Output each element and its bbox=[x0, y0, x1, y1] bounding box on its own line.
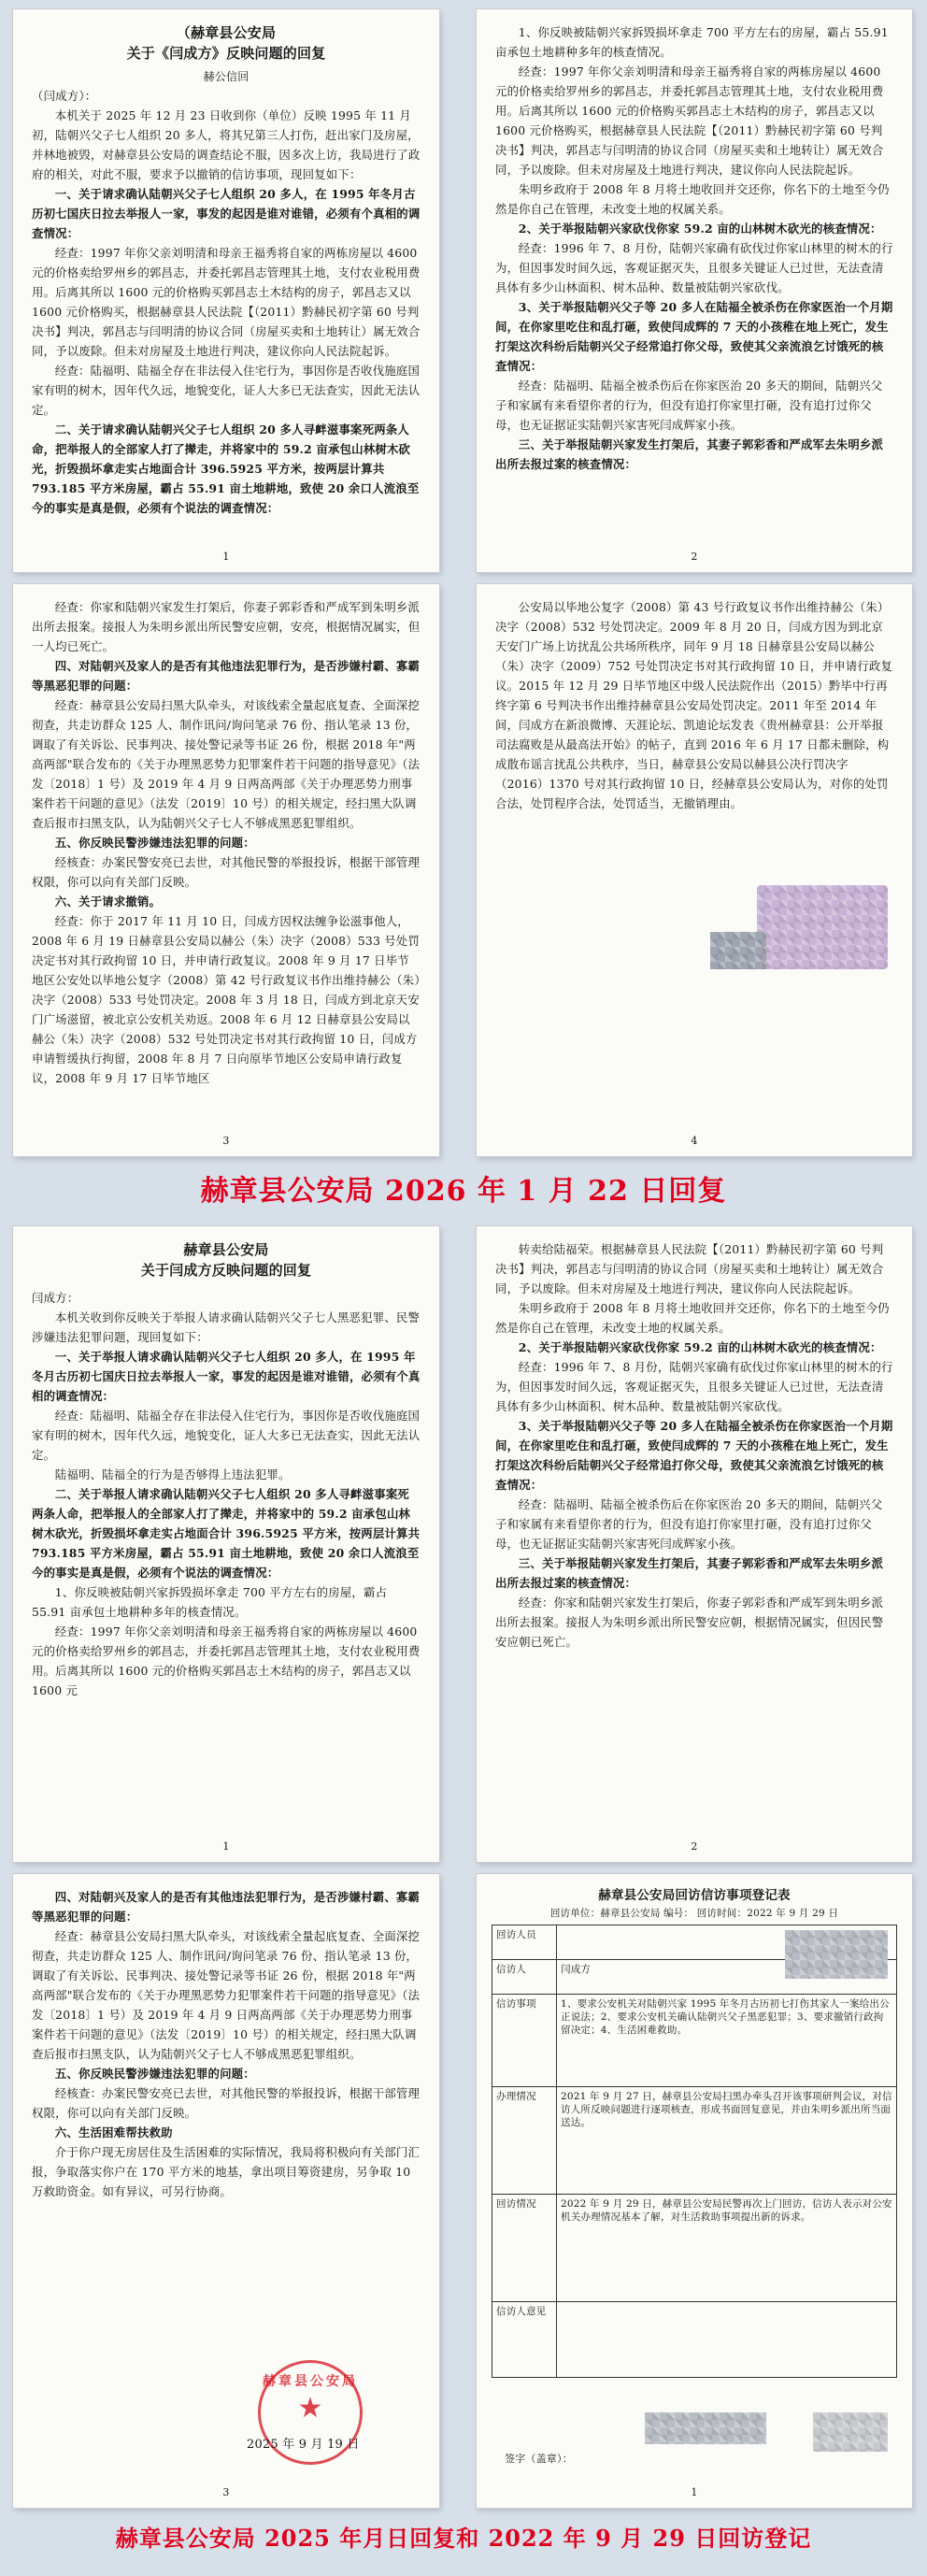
document-page-top-right-4 bbox=[477, 584, 912, 1156]
document-title: 关于闫成方反映问题的回复 bbox=[140, 1262, 312, 1279]
table-row bbox=[492, 2302, 897, 2378]
paragraph: 经查：陆福明、陆福全存在非法侵入住宅行为，事因你是否收伐施庭国家有明的树木，因年代久远，地貌变化，证人大多已无法查实，因此无法认定。 bbox=[32, 364, 421, 417]
paragraph: 朱明乡政府于 2008 年 8 月将土地收回并交还你，你名下的土地至今仍然是你自己在管理，未改变土地的权属关系。 bbox=[495, 182, 890, 216]
caption-reply-2026: 赫章县公安局 2026 年 1 月 22 日回复 bbox=[200, 1175, 727, 1208]
document-page-bottom-left-3 bbox=[13, 1874, 439, 2508]
paragraph: 经查：1996 年 7、8 月份，陆朝兴家确有砍伐过你家山林里的树木的行为，但因事发时间久远，客观证据灭失，且很多关键证人已过世，无法查清具体有多少山林面积、树木品种、数量被陆朝兴家砍伐。 bbox=[495, 1360, 893, 1413]
page-number: 4 bbox=[691, 1135, 698, 1147]
table-row bbox=[492, 2087, 897, 2195]
paragraph: 经查：1996 年 7、8 月份，陆朝兴家确有砍伐过你家山林里的树木的行为，但因事发时间久远，客观证据灭失，且很多关键证人已过世，无法查清具体有多少山林面积、树木品种、数量被陆朝兴家砍伐。 bbox=[495, 241, 893, 294]
form-title: 赫章县公安局回访信访事项登记表 bbox=[598, 1888, 791, 1903]
blurred-redaction bbox=[645, 2412, 766, 2444]
paragraph: 陆福明、陆福全的行为是否够得上违法犯罪。 bbox=[54, 1467, 291, 1481]
page-number: 1 bbox=[691, 2486, 698, 2498]
document-date: 2025 年 9 月 19 日 bbox=[247, 2438, 360, 2452]
paragraph-heading: 六、关于请求撤销。 bbox=[54, 894, 162, 909]
table-cell: 信访人意见 bbox=[492, 2302, 557, 2378]
document-page-top-left-3 bbox=[13, 584, 439, 1156]
paragraph-heading: 四、对陆朝兴及家人的是否有其他违法犯罪行为，是否涉嫌村霸、寡霸等黑恶犯罪的问题： bbox=[32, 659, 421, 693]
paragraph: 经查：1997 年你父亲刘明清和母亲王福秀将自家的两栋房屋以 4600 元的价格卖给罗州乡的郭昌志，并委托郭昌志管理其土地，支付农业税用费用。后离其所以 1600 元的价格购买郭昌志土木结构的房子，郭昌志又以 1600 元价格购买，根据赫章县人民法院【（2011）黔赫民初字第 60 号判决书】判决，郭昌志与闫明清的协议合同（房屋买卖和土地转让）属无效合同，予以废除。但未对房屋及土地进行判决，建议你向人民法院起诉。 bbox=[32, 246, 421, 358]
paragraph-heading: 五、你反映民警涉嫌违法犯罪的问题： bbox=[54, 836, 255, 850]
page-number: 1 bbox=[222, 551, 230, 563]
page-number: 1 bbox=[222, 1840, 230, 1853]
star-icon: ★ bbox=[297, 2392, 323, 2425]
paragraph-heading: 2、关于举报陆朝兴家砍伐你家 59.2 亩的山林树木砍光的核查情况： bbox=[518, 1340, 882, 1354]
document-title: 关于《闫成方》反映问题的回复 bbox=[126, 45, 326, 62]
table-cell: 2022 年 9 月 29 日，赫章县公安局民警再次上门回访，信访人表示对公安机关办理情况基本了解，对生活救助事项提出新的诉求。 bbox=[557, 2195, 897, 2302]
paragraph-heading: 一、关于请求确认陆朝兴父子七人组织 20 多人，在 1995 年冬月古历初七国庆日拉去举报人一家，事发的起因是谁对谁错，必须有个真相的调查情况： bbox=[32, 187, 421, 240]
blurred-redaction bbox=[813, 2412, 888, 2452]
page-number: 3 bbox=[222, 2486, 230, 2498]
visit-form-table bbox=[492, 1925, 897, 2378]
signature-label: 签字（盖章）： bbox=[505, 2453, 573, 2465]
paragraph: 经查：你家和陆朝兴家发生打架后，你妻子郭彩香和严成军到朱明乡派出所去报案。接报人为朱明乡派出所民警安应朝，根据情况属实，但因民警安应朝已死亡。 bbox=[495, 1596, 884, 1649]
table-cell: 回访人员 bbox=[492, 1925, 557, 1960]
paragraph: 经查：你于 2017 年 11 月 10 日，闫成方因权法缠争讼滋事他人，2008 年 6 月 19 日赫章县公安局以赫公（朱）决字（2008）533 号处罚决定书对其行政拘留 10 日，并申请行政复议。2008 年 9 月 17 日毕节地区公安处以毕地公复字（2008）第 42 号行政复议书作出维持赫公（朱）决字（2008）533 号处罚决定。2008 年 3 月 18 日，闫成方到北京天安门广场滋留，被北京公安机关劝返。2008 年 6 月 12 日赫章县公安局以赫公（朱）决字（2008）532 号处罚决定书对其行政拘留 10 日，闫成方申请暂缓执行拘留，2008 年 8 月 7 日向原毕节地区公安局申请行政复议，2008 年 9 月 17 日毕节地区 bbox=[32, 914, 421, 1085]
addressee: 闫成方： bbox=[32, 1291, 79, 1305]
seal-text: 赫章县公安局 bbox=[263, 2374, 358, 2389]
paragraph-heading: 3、关于举报陆朝兴父子等 20 多人在陆福全被杀伤在你家医治一个月期间，在你家里吃住和乱打砸，致使闫成辉的 7 天的小孩稚在地上死亡，发生打架这次科纷后陆朝兴父子经常追打你父母，致使其父亲流浪乞讨饿死的核查情况： bbox=[495, 1419, 893, 1492]
table-cell bbox=[557, 2302, 897, 2378]
document-page-middle-left-1 bbox=[13, 1226, 439, 1862]
table-cell: 信访事项 bbox=[492, 1995, 557, 2087]
table-cell: 信访人 bbox=[492, 1960, 557, 1995]
paragraph-heading: 3、关于举报陆朝兴父子等 20 多人在陆福全被杀伤在你家医治一个月期间，在你家里吃住和乱打砸，致使闫成辉的 7 天的小孩稚在地上死亡，发生打架这次科纷后陆朝兴父子经常追打你父母，致使其父亲流浪乞讨饿死的核查情况： bbox=[495, 300, 893, 373]
paragraph: 本机关于 2025 年 12 月 23 日收到你（单位）反映 1995 年 11 月初，陆朝兴父子七人组织 20 多人，将其兄第三人打伤，赶出家门及房屋，并林地被毁，对赫章县公安局的调查结论不服，因多次上访，我局进行了政府的相关，对此不服，要求予以撤销的信访事项，现回复如下： bbox=[32, 108, 421, 181]
paragraph: 转卖给陆福荣。根据赫章县人民法院【（2011）黔赫民初字第 60 号判决书】判决，郭昌志与闫明清的协议合同（房屋买卖和土地转让）属无效合同，予以废除。但未对房屋及土地进行判决，建议你向人民法院起诉。 bbox=[495, 1242, 884, 1295]
paragraph: 经查：赫章县公安局扫黑大队牵头，对该线索全量起底复查、全面深挖彻查，共走访群众 125 人、制作讯问/询问笔录 76 份、指认笔录 13 份，调取了有关诉讼、民事判决、接处警记录等书证 26 份，根据 2018 年"两高两部"联合发布的《关于办理黑恶势力犯罪案件若干问题的指导意见》（法发〔2018〕1 号）及 2019 年 4 月 9 日两高两部《关于办理恶势力刑事案件若干问题的意见》（法发〔2019〕10 号）的相关规定，经扫黑大队调查后报市扫黑支队，认为陆朝兴父子七人不够成黑恶犯罪组织。 bbox=[32, 698, 421, 830]
table-cell: 闫成方 bbox=[557, 1960, 897, 1995]
paragraph: 经查：陆福明、陆福全被杀伤后在你家医治 20 多天的期间，陆朝兴父子和家属有来看望你者的行为，但没有追打你家里打砸，没有追打过你父母，也无证据证实陆朝兴家害死闫成辉家小孩。 bbox=[495, 1497, 883, 1551]
paragraph: 经查：你家和陆朝兴家发生打架后，你妻子郭彩香和严成军到朱明乡派出所去报案。接报人为朱明乡派出所民警安应朝，安亮，根据情况属实，但一人均已死亡。 bbox=[32, 600, 421, 653]
paragraph-heading: 三、关于举报陆朝兴家发生打架后，其妻子郭彩香和严成军去朱明乡派出所去报过案的核查情况： bbox=[495, 1556, 884, 1590]
table-cell: 回访情况 bbox=[492, 2195, 557, 2302]
paragraph-heading: 2、关于举报陆朝兴家砍伐你家 59.2 亩的山林树木砍光的核查情况： bbox=[518, 222, 882, 236]
document-page-middle-right-2 bbox=[477, 1226, 912, 1862]
document-page-top-right-2 bbox=[477, 9, 912, 572]
paragraph: 公安局以毕地公复字（2008）第 43 号行政复议书作出维持赫公（朱）决字（2008）532 号处罚决定。2009 年 8 月 20 日，闫成方因为到北京天安门广场上访扰乱公共场所秩序，同年 9 月 18 日赫章县公安局以赫公（朱）决字（2009）752 号处罚决定书对其行政拘留 10 日，并申请行政复议。2015 年 12 月 29 日毕节地区中级人民法院作出（2015）黔毕中行再终字第 6 号判决书作出维持赫章县公安局处罚决定。2011 年至 2014 年间，闫成方在新浪微博、天涯论坛、凯迪论坛发表《贵州赫章县：公开举报司法腐败是从最高法开始》的帖子，直到 2016 年 6 月 17 日都未删除，构成散布谣言扰乱公共秩序，当日，赫章县公安局以赫县公决行罚决字（2016）1370 号对其行政拘留 10 日，经赫章县公安局认为，对你的处罚合法，处罚程序合法，处罚适当，无撤销理由。 bbox=[495, 600, 893, 810]
table-row bbox=[492, 1995, 897, 2087]
paragraph: 经核查：办案民警安亮已去世，对其他民警的举报投诉，根据干部管理权限，你可以向有关部门反映。 bbox=[32, 2086, 421, 2120]
document-page-top-left-1 bbox=[13, 9, 439, 572]
table-cell: 办理情况 bbox=[492, 2087, 557, 2195]
paragraph: 1、你反映被陆朝兴家拆毁损坏拿走 700 平方左右的房屋，霸占 55.91 亩承包土地耕种多年的核查情况。 bbox=[32, 1585, 388, 1619]
paragraph: 介于你户现无房居住及生活困难的实际情况，我局将积极向有关部门汇报，争取落实你户在 170 平方米的地基，拿出项目筹资建房，另争取 10 万救助资金。如有异议，可另行协商。 bbox=[32, 2145, 421, 2198]
paragraph: 经查：赫章县公安局扫黑大队牵头，对该线索全量起底复查、全面深挖彻查，共走访群众 125 人、制作讯问/询问笔录 76 份、指认笔录 13 份，调取了有关诉讼、民事判决、接处警记录等书证 26 份，根据 2018 年"两高两部"联合发布的《关于办理黑恶势力犯罪案件若干问题的指导意见》（法发〔2018〕1 号）及 2019 年 4 月 9 日两高两部《关于办理恶势力刑事案件若干问题的意见》（法发〔2019〕10 号）的相关规定，经扫黑大队调查后报市扫黑支队，认为陆朝兴父子七人不够成黑恶犯罪组织。 bbox=[32, 1929, 421, 2061]
page-number: 2 bbox=[691, 551, 698, 563]
paragraph: 经查：1997 年你父亲刘明清和母亲王福秀将自家的两栋房屋以 4600 元的价格卖给罗州乡的郭昌志，并委托郭昌志管理其土地，支付农业税用费用。后离其所以 1600 元的价格购买郭昌志土木结构的房子，郭昌志又以 1600 元价格购买，根据赫章县人民法院【（2011）黔赫民初字第 60 号判决书】判决，郭昌志与闫明清的协议合同（房屋买卖和土地转让）属无效合同，予以废除。但未对房屋及土地进行判决，建议你向人民法院起诉。 bbox=[495, 64, 884, 177]
document-page-visit-form bbox=[477, 1874, 912, 2508]
document-org-title: （赫章县公安局 bbox=[176, 24, 277, 41]
document-org-title: 赫章县公安局 bbox=[183, 1241, 269, 1258]
paragraph-heading: 五、你反映民警涉嫌违法犯罪的问题： bbox=[54, 2067, 255, 2081]
form-subtitle: 回访单位：赫章县公安局 编号： 回访时间：2022 年 9 月 29 日 bbox=[549, 1908, 839, 1919]
blurred-redaction bbox=[785, 1930, 888, 1979]
paragraph-heading: 四、对陆朝兴及家人的是否有其他违法犯罪行为，是否涉嫌村霸、寡霸等黑恶犯罪的问题： bbox=[32, 1890, 421, 1924]
paragraph: 经查：1997 年你父亲刘明清和母亲王福秀将自家的两栋房屋以 4600 元的价格卖给罗州乡的郭昌志，并委托郭昌志管理其土地，支付农业税用费用。后离其所以 1600 元的价格购买郭昌志土木结构的房子，郭昌志又以 1600 元 bbox=[32, 1624, 421, 1697]
paragraph: 经核查：办案民警安亮已去世，对其他民警的举报投诉，根据干部管理权限，你可以向有关部门反映。 bbox=[32, 855, 421, 889]
paragraph-heading: 三、关于举报陆朝兴家发生打架后，其妻子郭彩香和严成军去朱明乡派出所去报过案的核查情况： bbox=[495, 437, 884, 471]
paragraph: 本机关收到你反映关于举报人请求确认陆朝兴父子七人黑恶犯罪、民警涉嫌违法犯罪问题，现回复如下： bbox=[32, 1310, 421, 1344]
document-number: 赫公信回 bbox=[203, 70, 250, 83]
table-cell: 2021 年 9 月 27 日，赫章县公安局扫黑办牵头召开该事项研判会议，对信访人所反映问题进行逐项核查，形成书面回复意见，并由朱明乡派出所当面送达。 bbox=[557, 2087, 897, 2195]
table-row bbox=[492, 2195, 897, 2302]
blurred-redaction bbox=[757, 885, 888, 969]
paragraph: 经查：陆福明、陆福全被杀伤后在你家医治 20 多天的期间，陆朝兴父子和家属有来看望你者的行为，但没有追打你家里打砸，没有追打过你父母，也无证据证实陆朝兴家害死闫成辉家小孩。 bbox=[495, 379, 883, 432]
paragraph-heading: 二、关于请求确认陆朝兴父子七人组织 20 多人寻衅滋事案死两条人命，把举报人的全部家人打了撵走，并将家中的 59.2 亩承包山林树木砍光，折毁损坏拿走实占地面合计 396.5925 平方米，按两层计算共 793.185 平方米房屋，霸占 55.91 亩土地耕地，致使 20 余口人流浪至今的事实是真是假，必须有个说法的调查情况： bbox=[32, 422, 420, 515]
caption-reply-2025-visit-2022: 赫章县公安局 2025 年月日回复和 2022 年 9 月 29 日回访登记 bbox=[115, 2525, 812, 2552]
table-cell: 1、要求公安机关对陆朝兴家 1995 年冬月古历初七打伤其家人一案给出公正说法；2、要求公安机关确认陆朝兴父子黑恶犯罪；3、要求撤销行政拘留决定；4、生活困难救助。 bbox=[557, 1995, 897, 2087]
paragraph-heading: 六、生活困难帮扶救助 bbox=[54, 2125, 173, 2140]
page-number: 2 bbox=[691, 1840, 698, 1853]
blurred-redaction bbox=[710, 932, 766, 969]
addressee: （闫成方）： bbox=[32, 89, 97, 103]
paragraph: 朱明乡政府于 2008 年 8 月将土地收回并交还你，你名下的土地至今仍然是你自己在管理，未改变土地的权属关系。 bbox=[495, 1301, 890, 1335]
page-number: 3 bbox=[222, 1135, 230, 1147]
paragraph: 经查：陆福明、陆福全存在非法侵入住宅行为，事因你是否收伐施庭国家有明的树木，因年代久远，地貌变化，证人大多已无法查实，因此无法认定。 bbox=[32, 1409, 421, 1462]
paragraph: 1、你反映被陆朝兴家拆毁损坏拿走 700 平方左右的房屋，霸占 55.91 亩承包土地耕种多年的核查情况。 bbox=[495, 25, 889, 59]
paragraph-heading: 二、关于举报人请求确认陆朝兴父子七人组织 20 多人寻衅滋事案死两条人命，把举报人的全部家人打了撵走，并将家中的 59.2 亩承包山林树木砍光，折毁损坏拿走实占地面合计 396.5925 平方米，按两层计算共 793.185 平方米房屋，霸占 55.91 亩土地耕地，致使 20 余口人流浪至今的事实是真是假，必须有个说法的调查情况： bbox=[32, 1487, 421, 1580]
paragraph-heading: 一、关于举报人请求确认陆朝兴父子七人组织 20 多人，在 1995 年冬月古历初七国庆日拉去举报人一家，事发的起因是谁对谁错，必须有个真相的调查情况： bbox=[32, 1350, 421, 1403]
